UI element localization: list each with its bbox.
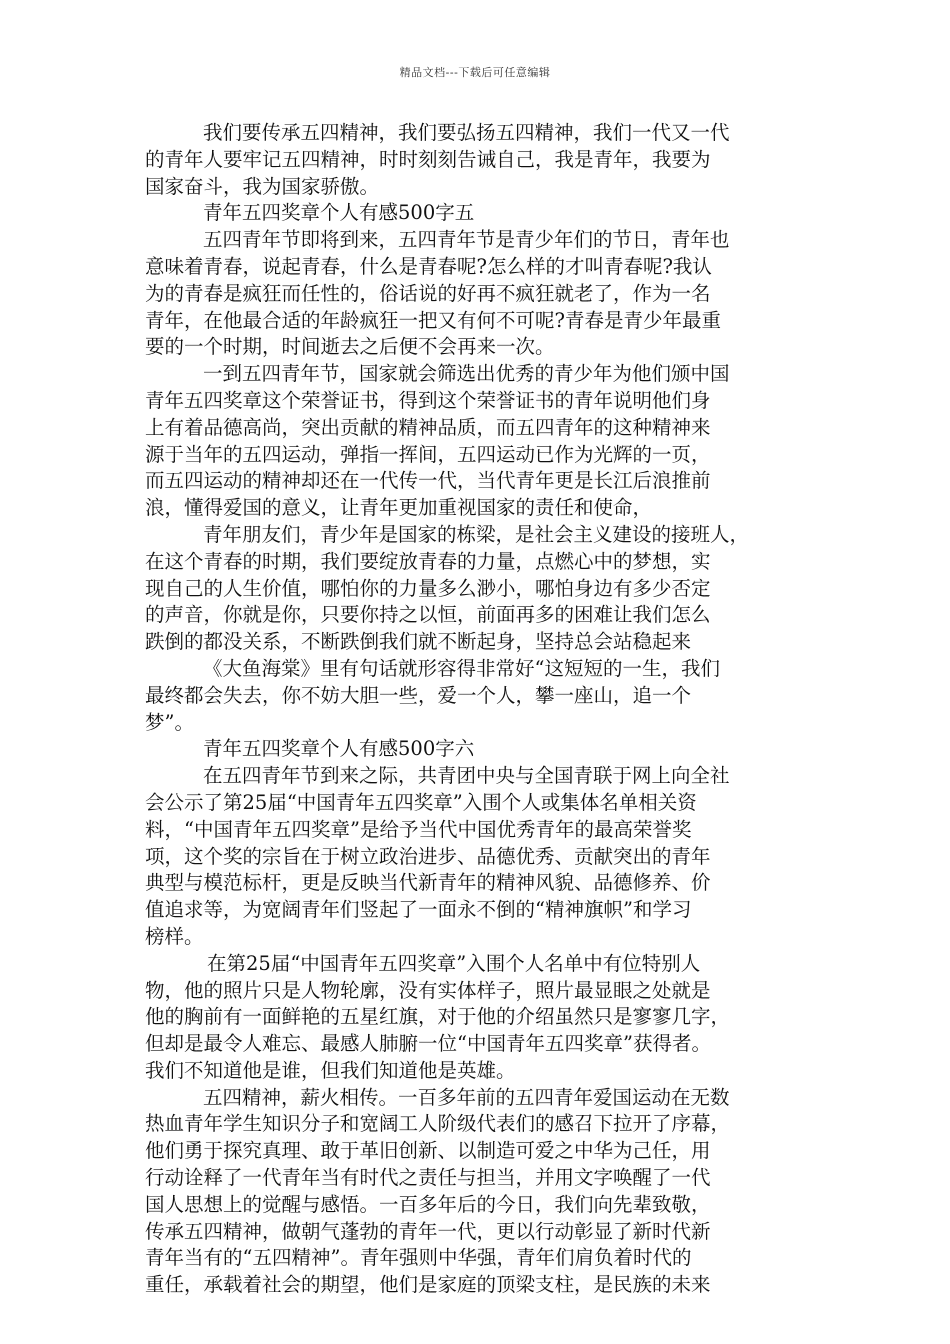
text-line: 他的胸前有一面鲜艳的五星红旗，对于他的介绍虽然只是寥寥几字， xyxy=(145,1005,731,1029)
text-line: 的青年人要牢记五四精神，时时刻刻告诫自己，我是青年，我要为 xyxy=(145,147,711,171)
text-line: 国家奋斗，我为国家骄傲。 xyxy=(145,174,380,198)
text-line: 我们要传承五四精神，我们要弘扬五四精神，我们一代又一代 xyxy=(203,121,730,144)
text-line: 在五四青年节到来之际，共青团中央与全国青联于网上向全社 xyxy=(203,764,730,788)
text-line: 梦”。 xyxy=(145,710,194,734)
text-line: 青年，在他最合适的年龄疯狂一把又有何不可呢?青春是青少年最重 xyxy=(145,308,721,332)
document-body xyxy=(145,120,805,1299)
text-line: 会公示了第25届“中国青年五四奖章”入围个人或集体名单相关资 xyxy=(145,790,697,814)
page-header: 精品文档---下载后可任意编辑 xyxy=(399,66,551,79)
text-line: 国人思想上的觉醒与感悟。一百多年后的今日，我们向先辈致敬， xyxy=(145,1192,711,1216)
text-line: 意味着青春，说起青春，什么是青春呢?怎么样的才叫青春呢?我认 xyxy=(145,254,712,278)
text-line: 热血青年学生知识分子和宽阔工人阶级代表们的感召下拉开了序幕， xyxy=(145,1112,731,1136)
text-line: 在这个青春的时期，我们要绽放青春的力量，点燃心中的梦想，实 xyxy=(145,549,711,573)
text-line: 而五四运动的精神却还在一代传一代，当代青年更是长江后浪推前 xyxy=(145,469,711,493)
text-line: 在第25届“中国青年五四奖章”入围个人名单中有位特别人 xyxy=(207,951,701,975)
text-line: 项，这个奖的宗旨在于树立政治进步、品德优秀、贡献突出的青年 xyxy=(145,844,711,868)
text-line: 上有着品德高尚，突出贡献的精神品质，而五四青年的这种精神来 xyxy=(145,415,711,439)
text-line: 五四精神，薪火相传。一百多年前的五四青年爱国运动在无数 xyxy=(203,1085,730,1109)
text-line: 五四青年节即将到来，五四青年节是青少年们的节日，青年也 xyxy=(203,228,730,252)
text-line: 青年五四奖章这个荣誉证书，得到这个荣誉证书的青年说明他们身 xyxy=(145,388,711,412)
text-line: 典型与模范标杆，更是反映当代新青年的精神风貌、品德修养、价 xyxy=(145,871,711,895)
text-line: 料，“中国青年五四奖章”是给予当代中国优秀青年的最高荣誉奖 xyxy=(145,817,692,841)
text-line: 他们勇于探究真理、敢于革旧创新、以制造可爱之中华为己任，用 xyxy=(145,1139,711,1163)
text-line: 物，他的照片只是人物轮廓，没有实体样子，照片最显眼之处就是 xyxy=(145,978,711,1002)
text-line: 青年当有的“五四精神”。青年强则中华强，青年们肩负着时代的 xyxy=(145,1246,692,1270)
text-line: 为的青春是疯狂而任性的，俗话说的好再不疯狂就老了，作为一名 xyxy=(145,281,711,305)
text-line: 《大鱼海棠》里有句话就形容得非常好“这短短的一生，我们 xyxy=(203,656,720,680)
text-line: 重任，承载着社会的期望，他们是家庭的顶梁支柱，是民族的未来 xyxy=(145,1273,711,1297)
text-line: 源于当年的五四运动，弹指一挥间，五四运动已作为光辉的一页， xyxy=(145,442,711,466)
text-line: 要的一个时期，时间逝去之后便不会再来一次。 xyxy=(145,335,555,359)
text-line: 现自己的人生价值，哪怕你的力量多么渺小，哪怕身边有多少否定 xyxy=(145,576,711,600)
text-line: 传承五四精神，做朝气蓬勃的青年一代，更以行动彰显了新时代新 xyxy=(145,1219,711,1243)
text-line: 的声音，你就是你，只要你持之以恒，前面再多的困难让我们怎么 xyxy=(145,603,711,627)
text-line: 但却是最令人难忘、最感人肺腑一位“中国青年五四奖章”获得者。 xyxy=(145,1032,711,1056)
text-line: 值追求等，为宽阔青年们竖起了一面永不倒的“精神旗帜”和学习 xyxy=(145,898,692,922)
text-line: 跌倒的都没关系，不断跌倒我们就不断起身，坚持总会站稳起来 xyxy=(145,630,692,654)
text-line: 浪，懂得爱国的意义，让青年更加重视国家的责任和使命， xyxy=(145,496,653,520)
section-heading: 青年五四奖章个人有感500字六 xyxy=(203,737,475,761)
text-line: 最终都会失去，你不妨大胆一些，爱一个人，攀一座山，追一个 xyxy=(145,683,692,707)
text-line: 我们不知道他是谁，但我们知道他是英雄。 xyxy=(145,1058,516,1082)
text-line: 榜样。 xyxy=(145,924,204,948)
text-line: 青年朋友们，青少年是国家的栋梁，是社会主义建设的接班人， xyxy=(203,522,750,546)
section-heading: 青年五四奖章个人有感500字五 xyxy=(203,201,475,225)
text-line: 一到五四青年节，国家就会筛选出优秀的青少年为他们颁中国 xyxy=(203,362,730,386)
text-line: 行动诠释了一代青年当有时代之责任与担当，并用文字唤醒了一代 xyxy=(145,1166,711,1190)
